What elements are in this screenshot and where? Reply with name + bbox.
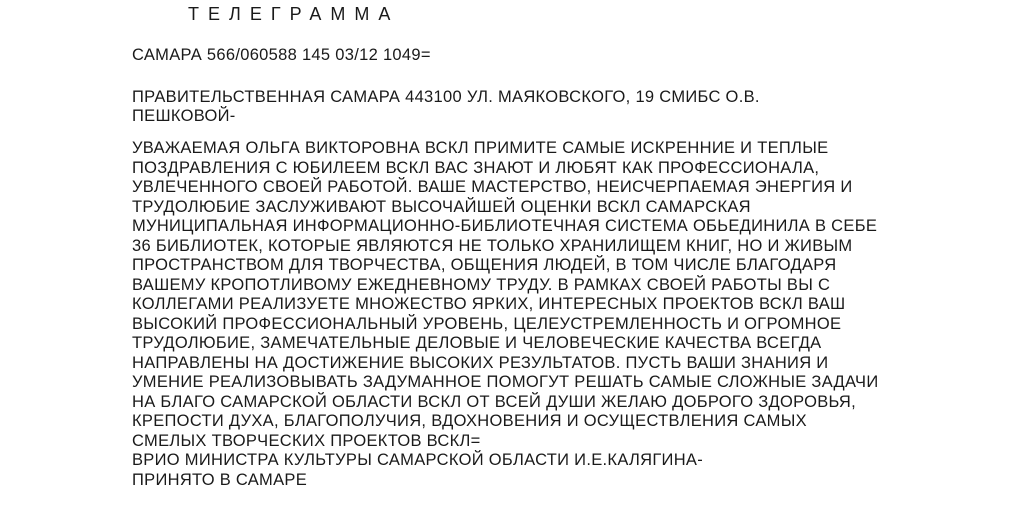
body-line: ВЫСОКИЙ ПРОФЕССИОНАЛЬНЫЙ УРОВЕНЬ, ЦЕЛЕУСТРЕМЛЕННОСТЬ И ОГРОМНОЕ <box>132 314 842 333</box>
body-line: МУНИЦИПАЛЬНАЯ ИНФОРМАЦИОННО-БИБЛИОТЕЧНАЯ СИСТЕМА ОБЬЕДИНИЛА В СЕБЕ <box>132 217 878 235</box>
body-line: 36 БИБЛИОТЕК, КОТОРЫЕ ЯВЛЯЮТСЯ НЕ ТОЛЬКО ХРАНИЛИЩЕМ КНИГ, НО И ЖИВЫМ <box>132 236 853 255</box>
body-line: УВЛЕЧЕННОГО СВОЕЙ РАБОТОЙ. ВАШЕ МАСТЕРСТВО, НЕИСЧЕРПАЕМАЯ ЭНЕРГИЯ И <box>132 178 853 196</box>
received-note: ПРИНЯТО В САМАРЕ <box>132 470 308 489</box>
body-line: СМЕЛЫХ ТВОРЧЕСКИХ ПРОЕКТОВ ВСКЛ= <box>132 431 481 450</box>
address-line: ПЕШКОВОЙ- <box>132 107 236 125</box>
body-line: УМЕНИЕ РЕАЛИЗОВЫВАТЬ ЗАДУМАННОЕ ПОМОГУТ РЕШАТЬ САМЫЕ СЛОЖНЫЕ ЗАДАЧИ <box>132 373 879 391</box>
body-line: ТРУДОЛЮБИЕ ЗАСЛУЖИВАЮТ ВЫСОЧАЙШЕЙ ОЦЕНКИ ВСКЛ САМАРСКАЯ <box>132 197 751 216</box>
body-line: НА БЛАГО САМАРСКОЙ ОБЛАСТИ ВСКЛ ОТ ВСЕЙ ДУШИ ЖЕЛАЮ ДОБРОГО ЗДОРОВЬЯ, <box>132 392 857 411</box>
body-line: ПОЗДРАВЛЕНИЯ С ЮБИЛЕЕМ ВСКЛ ВАС ЗНАЮТ И ЛЮБЯТ КАК ПРОФЕССИОНАЛА, <box>132 158 820 177</box>
telegram-title: ТЕЛЕГРАММА <box>188 4 400 24</box>
telegram-body <box>132 139 879 490</box>
body-line: ВАШЕМУ КРОПОТЛИВОМУ ЕЖЕДНЕВНОМУ ТРУДУ. В РАМКАХ СВОЕЙ РАБОТЫ ВЫ С <box>132 275 831 294</box>
signature-line: ВРИО МИНИСТРА КУЛЬТУРЫ САМАРСКОЙ ОБЛАСТИ И.Е.КАЛЯГИНА- <box>132 451 704 469</box>
address-line: ПРАВИТЕЛЬСТВЕННАЯ САМАРА 443100 УЛ. МАЯКОВСКОГО, 19 СМИБС О.В. <box>132 88 760 106</box>
body-line: НАПРАВЛЕНЫ НА ДОСТИЖЕНИЕ ВЫСОКИХ РЕЗУЛЬТАТОВ. ПУСТЬ ВАШИ ЗНАНИЯ И <box>132 353 829 372</box>
telegram-header-line: САМАРА 566/060588 145 03/12 1049= <box>132 46 431 64</box>
body-line: КРЕПОСТИ ДУХА, БЛАГОПОЛУЧИЯ, ВДОХНОВЕНИЯ И ОСУЩЕСТВЛЕНИЯ САМЫХ <box>132 412 807 430</box>
body-line: КОЛЛЕГАМИ РЕАЛИЗУЕТЕ МНОЖЕСТВО ЯРКИХ, ИНТЕРЕСНЫХ ПРОЕКТОВ ВСКЛ ВАШ <box>132 295 846 313</box>
body-line: ТРУДОЛЮБИЕ, ЗАМЕЧАТЕЛЬНЫЕ ДЕЛОВЫЕ И ЧЕЛОВЕЧЕСКИЕ КАЧЕСТВА ВСЕГДА <box>132 334 822 352</box>
recipient-address <box>132 88 760 126</box>
body-line: ПРОСТРАНСТВОМ ДЛЯ ТВОРЧЕСТВА, ОБЩЕНИЯ ЛЮДЕЙ, В ТОМ ЧИСЛЕ БЛАГОДАРЯ <box>132 256 837 274</box>
body-line: УВАЖАЕМАЯ ОЛЬГА ВИКТОРОВНА ВСКЛ ПРИМИТЕ САМЫЕ ИСКРЕННИЕ И ТЕПЛЫЕ <box>132 139 829 157</box>
